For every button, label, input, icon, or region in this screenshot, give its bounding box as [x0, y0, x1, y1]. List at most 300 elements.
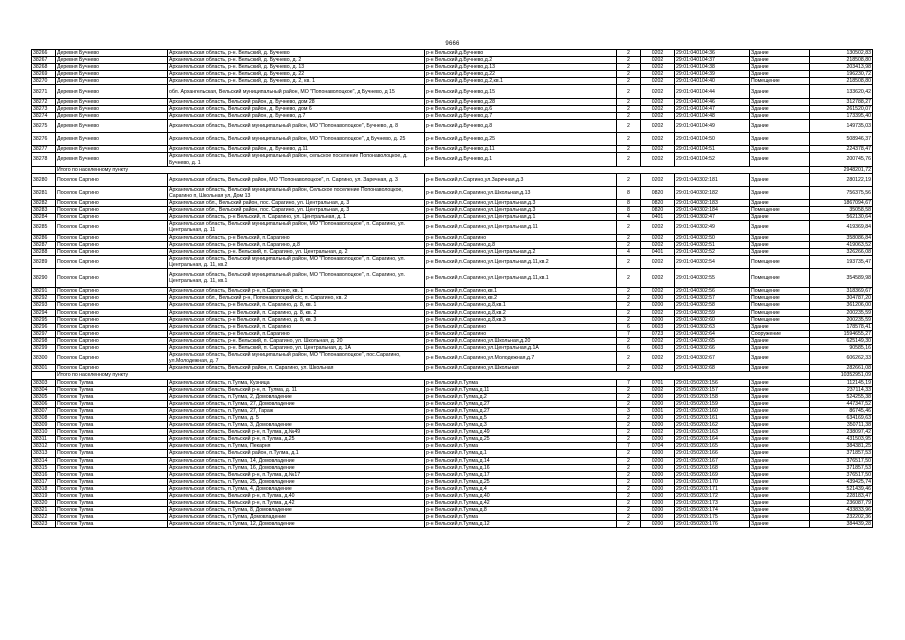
object-type: Здание — [750, 153, 810, 166]
record-number: 38301 — [32, 365, 56, 372]
table-row — [32, 386, 873, 393]
object-address: Архангельская область, р-н Вельский, п. Сарагино, д. 8, кв. 2 — [168, 309, 425, 316]
settlement-name: Поселок Тулма — [56, 414, 168, 421]
cadastral-value: 237114,33 — [810, 386, 873, 393]
record-number: 38282 — [32, 200, 56, 207]
cadastral-value: 35058,58 — [810, 207, 873, 214]
group-number: 2 — [617, 302, 641, 309]
object-type: Здание — [750, 105, 810, 112]
settlement-name: Деревня Бучнево — [56, 98, 168, 105]
cadastral-value: 149735,03 — [810, 119, 873, 132]
normalized-address: р-н Вельский,п.Тулма,д.5 — [425, 414, 617, 421]
cadastral-value: 200235,59 — [810, 316, 873, 323]
settlement-name: Поселок Тулма — [56, 393, 168, 400]
record-number: 38318 — [32, 485, 56, 492]
cadastral-number: 29:01:040302:184 — [675, 207, 750, 214]
group-number: 2 — [617, 436, 641, 443]
object-address: Архангельская область, п.Тулма, 14, Домовладение — [168, 457, 425, 464]
object-type: Здание — [750, 464, 810, 471]
settlement-name: Деревня Бучнево — [56, 50, 168, 57]
normalized-address: р-н Вельский,п.Тулма,д.40 — [425, 493, 617, 500]
record-number: 38266 — [32, 50, 56, 57]
cadastral-value: 524255,38 — [810, 393, 873, 400]
settlement-name: Поселок Саргино — [56, 352, 168, 365]
settlement-name: Поселок Саргино — [56, 269, 168, 288]
group-number: 2 — [617, 500, 641, 507]
settlement-name: Поселок Тулма — [56, 457, 168, 464]
group-number: 2 — [617, 64, 641, 71]
record-number: 38291 — [32, 288, 56, 295]
settlement-name: Поселок Тулма — [56, 379, 168, 386]
group-number: 2 — [617, 85, 641, 98]
cadastral-value: 318369,67 — [810, 288, 873, 295]
table-row — [32, 302, 873, 309]
record-number: 38275 — [32, 119, 56, 132]
normalized-address: р-н Вельский,д.Бучнево,д.2,кв.1 — [425, 78, 617, 85]
table-row — [32, 352, 873, 365]
object-address: Архангельская обл., Вельский р-н, Попонаволоцкий с/с, п. Сарагино, кв. 2 — [168, 295, 425, 302]
subgroup-code: 0200 — [641, 464, 675, 471]
normalized-address: р-н Вельский,п.Тулма,д.17 — [425, 471, 617, 478]
settlement-name: Поселок Саргино — [56, 302, 168, 309]
subgroup-code: 0723 — [641, 330, 675, 337]
object-type: Здание — [750, 429, 810, 436]
normalized-address: р-н Вельский,п.Тулма,д.11 — [425, 386, 617, 393]
group-number: 2 — [617, 153, 641, 166]
cadastral-number: 29:01:040302:64 — [675, 330, 750, 337]
table-row — [32, 133, 873, 146]
object-type: Сооружение — [750, 330, 810, 337]
settlement-name: Деревня Бучнево — [56, 85, 168, 98]
table-row — [32, 436, 873, 443]
settlement-name: Поселок Саргино — [56, 221, 168, 234]
group-number: 2 — [617, 478, 641, 485]
group-number: 2 — [617, 71, 641, 78]
record-number: 38322 — [32, 514, 56, 521]
record-number: 38313 — [32, 450, 56, 457]
subgroup-code: 0202 — [641, 119, 675, 132]
settlement-name: Поселок Тулма — [56, 507, 168, 514]
table-row — [32, 255, 873, 268]
settlement-name: Поселок Тулма — [56, 450, 168, 457]
settlement-name: Поселок Саргино — [56, 248, 168, 255]
group-number: 2 — [617, 352, 641, 365]
cadastral-value: 384439,28 — [810, 521, 873, 528]
cadastral-value: 376517,50 — [810, 471, 873, 478]
table-row — [32, 50, 873, 57]
group-number: 4 — [617, 214, 641, 221]
settlement-name: Поселок Тулма — [56, 422, 168, 429]
settlement-name: Поселок Тулма — [56, 400, 168, 407]
record-number: 38285 — [32, 221, 56, 234]
page-number: 9666 — [445, 41, 460, 47]
settlement-name: Поселок Тулма — [56, 386, 168, 393]
object-address: Архангельская область, Вельский район, п. Сарагино, ул. Школьная — [168, 365, 425, 372]
subgroup-code: 0202 — [641, 429, 675, 436]
object-address: Архангельская обл., Вельский район, пос. Сарагино, ул. Центральная, д. 3 — [168, 207, 425, 214]
subgroup-code: 0202 — [641, 85, 675, 98]
normalized-address: р-н Вельский,д.Бучнево,д.28 — [425, 98, 617, 105]
cadastral-number: 29:01:040302:68 — [675, 365, 750, 372]
cadastral-number: 29:01:050203:163 — [675, 429, 750, 436]
object-address: Архангельская область, Вельский район, д. Бучнево, д.7 — [168, 112, 425, 119]
group-number: 2 — [617, 471, 641, 478]
cadastral-value: 312788,27 — [810, 98, 873, 105]
object-address: Архангельская область, Вельский муниципальный район, МО "Попонаволоцкое", п. Сарагино, ул. Центральная, д. 11 — [168, 221, 425, 234]
subgroup-code: 0202 — [641, 153, 675, 166]
group-number: 2 — [617, 234, 641, 241]
cadastral-number: 29:01:040104:39 — [675, 71, 750, 78]
cadastral-value: 130502,83 — [810, 50, 873, 57]
cadastral-value: 371857,53 — [810, 464, 873, 471]
record-number: 38293 — [32, 302, 56, 309]
cadastral-value: 280122,19 — [810, 173, 873, 186]
cadastral-value: 431503,95 — [810, 436, 873, 443]
settlement-name: Поселок Тулма — [56, 500, 168, 507]
record-number: 38319 — [32, 493, 56, 500]
settlement-name: Деревня Бучнево — [56, 71, 168, 78]
cadastral-value: 447347,52 — [810, 400, 873, 407]
cadastral-number: 29:01:040104:48 — [675, 112, 750, 119]
table-row — [32, 316, 873, 323]
subgroup-code: 0200 — [641, 485, 675, 492]
subgroup-code: 0820 — [641, 200, 675, 207]
subgroup-code: 0200 — [641, 471, 675, 478]
object-address: Архангельская область, Вельский р-н, п.Тулма, д.40 — [168, 493, 425, 500]
cadastral-number: 29:01:040104:40 — [675, 78, 750, 85]
object-address: Архангельская область, Вельский муниципальный район, сельское поселение Попонаволоцкое, д. Бучнево, д. 1 — [168, 153, 425, 166]
normalized-address: р-н Вельский,д.Бучнево,д.15 — [425, 85, 617, 98]
subgroup-code: 0200 — [641, 478, 675, 485]
group-number: 2 — [617, 78, 641, 85]
object-type: Здание — [750, 234, 810, 241]
cadastral-number: 29:01:050203:158 — [675, 393, 750, 400]
group-number: 2 — [617, 457, 641, 464]
object-type: Здание — [750, 57, 810, 64]
object-address: Архангельская область, р-н. Вельский, п. Сарагино, ул. Школьная, д. 20 — [168, 337, 425, 344]
table-row — [32, 414, 873, 421]
cadastral-number: 29:01:040302:50 — [675, 234, 750, 241]
group-number: 2 — [617, 295, 641, 302]
group-number: 2 — [617, 173, 641, 186]
normalized-address: р-н Вельский,п.Сарагино,ул.Молодежная,д.7 — [425, 352, 617, 365]
settlement-name: Поселок Саргино — [56, 330, 168, 337]
record-number: 38303 — [32, 379, 56, 386]
group-number: 7 — [617, 330, 641, 337]
settlement-name: Поселок Тулма — [56, 436, 168, 443]
group-number: 2 — [617, 485, 641, 492]
cadastral-value: 1867094,67 — [810, 200, 873, 207]
settlement-name: Деревня Бучнево — [56, 57, 168, 64]
object-address: Архангельская область, п.Тулма, Домовладение — [168, 514, 425, 521]
object-type: Помещение — [750, 269, 810, 288]
object-type: Здание — [750, 521, 810, 528]
object-address: Архангельская область, р-н. Вельский, д. Бучнево, д. 2 — [168, 57, 425, 64]
settlement-name: Поселок Тулма — [56, 471, 168, 478]
cadastral-number: 29:01:040302:59 — [675, 309, 750, 316]
cadastral-number: 29:01:050203:156 — [675, 379, 750, 386]
object-type: Здание — [750, 379, 810, 386]
subgroup-code: 0202 — [641, 337, 675, 344]
object-type: Помещение — [750, 288, 810, 295]
subgroup-code: 0202 — [641, 309, 675, 316]
group-number: 6 — [617, 323, 641, 330]
subgroup-code: 0202 — [641, 50, 675, 57]
settlement-name: Деревня Бучнево — [56, 105, 168, 112]
object-type: Помещение — [750, 302, 810, 309]
normalized-address: р-н Вельский,п.Сарагино,ул.Центральная,д.3 — [425, 200, 617, 207]
normalized-address: р-н Вельский,п.Сарагино — [425, 323, 617, 330]
settlement-name: Поселок Тулма — [56, 478, 168, 485]
group-number: 2 — [617, 386, 641, 393]
normalized-address: р-н Вельский,п.Сарагино,ул.Центральная,д.1 — [425, 214, 617, 221]
object-address: Архангельская область, п.Тулма, д. 5 — [168, 414, 425, 421]
cadastral-number: 29:01:040302:67 — [675, 352, 750, 365]
subgroup-code: 0202 — [641, 78, 675, 85]
object-type: Здание — [750, 146, 810, 153]
settlement-name: Поселок Тулма — [56, 493, 168, 500]
cadastral-value: 218508,80 — [810, 57, 873, 64]
record-number: 38316 — [32, 471, 56, 478]
record-number: 38292 — [32, 295, 56, 302]
normalized-address: р-н Вельский,д.Бучнево — [425, 50, 617, 57]
subgroup-code: 0200 — [641, 436, 675, 443]
subgroup-code: 0202 — [641, 98, 675, 105]
subgroup-code: 0200 — [641, 514, 675, 521]
cadastral-value: 606262,33 — [810, 352, 873, 365]
record-number: 38296 — [32, 323, 56, 330]
normalized-address: р-н Вельский,п.Сарагино,кв.1 — [425, 288, 617, 295]
table-row — [32, 365, 873, 372]
record-number: 38276 — [32, 133, 56, 146]
normalized-address: р-н Вельский,п.Сарагино,ул.Центральная,д.1А — [425, 345, 617, 352]
subgroup-code: 0202 — [641, 365, 675, 372]
record-number: 38273 — [32, 105, 56, 112]
table-row — [32, 464, 873, 471]
table-row — [32, 330, 873, 337]
group-number: 2 — [617, 288, 641, 295]
object-address: Архангельская область, Вельский р-н, п.Тулма, д.25 — [168, 436, 425, 443]
normalized-address: р-н Вельский,д.Бучнево,д.2 — [425, 57, 617, 64]
group-number: 2 — [617, 133, 641, 146]
normalized-address: р-н Вельский,п.Сарагино,кв.2 — [425, 295, 617, 302]
settlement-name: Поселок Саргино — [56, 288, 168, 295]
record-number: 38294 — [32, 309, 56, 316]
cadastral-number: 29:01:050203:166 — [675, 450, 750, 457]
cadastral-number: 29:01:040104:47 — [675, 105, 750, 112]
cadastral-number: 29:01:050203:169 — [675, 471, 750, 478]
subgroup-code: 0202 — [641, 133, 675, 146]
object-type: Здание — [750, 414, 810, 421]
cadastral-number: 29:01:050203:172 — [675, 493, 750, 500]
object-address: Архангельская область, р-н Вельский, п.Сарагино — [168, 330, 425, 337]
cadastral-number: 29:01:040104:46 — [675, 98, 750, 105]
group-number: 2 — [617, 146, 641, 153]
cadastral-number: 29:01:040104:36 — [675, 50, 750, 57]
subgroup-code: 0202 — [641, 241, 675, 248]
cadastral-value: 304787,20 — [810, 295, 873, 302]
cadastral-value: 326266,08 — [810, 248, 873, 255]
record-number: 38299 — [32, 345, 56, 352]
normalized-address: р-н Вельский,д.Бучнево,д.7 — [425, 112, 617, 119]
normalized-address: р-н Вельский,п.Тулма,д.25 — [425, 436, 617, 443]
subgroup-code: 0200 — [641, 295, 675, 302]
settlement-name: Поселок Тулма — [56, 443, 168, 450]
table-row — [32, 493, 873, 500]
object-address: Архангельская область, п.Тулма, 25, Домовладение — [168, 478, 425, 485]
object-address: Архангельская область, п.Тулма, 4, Домовладение — [168, 485, 425, 492]
subgroup-code: 0603 — [641, 345, 675, 352]
cadastral-value: 371857,53 — [810, 450, 873, 457]
table-row — [32, 78, 873, 85]
group-number: 2 — [617, 316, 641, 323]
cadastral-number: 29:01:040302:49 — [675, 221, 750, 234]
cadastral-number: 29:01:050203:159 — [675, 400, 750, 407]
object-address: Архангельская область, Вельский муниципальный район, МО "Попонаволоцкое", пос.Сарагино, ул.Молодежная, д. 7 — [168, 352, 425, 365]
settlement-name: Поселок Саргино — [56, 186, 168, 199]
object-address: Архангельская область, Вельский район, д. Бучнево, дом 28 — [168, 98, 425, 105]
table-row — [32, 119, 873, 132]
cadastral-value: 228183,47 — [810, 493, 873, 500]
object-address: Архангельская область, Вельский р-н, п.Тулма, д.42 — [168, 500, 425, 507]
normalized-address: р-н Вельский,д.Бучнево,д.11 — [425, 146, 617, 153]
table-row — [32, 105, 873, 112]
cadastral-number: 29:01:040104:44 — [675, 85, 750, 98]
register-table — [31, 49, 873, 528]
cadastral-value: 508946,37 — [810, 133, 873, 146]
object-type: Здание — [750, 393, 810, 400]
object-address: Архангельская область, р-н. Вельский, п. Сарагино, ул. Центральная, д. 1А — [168, 345, 425, 352]
table-row — [32, 173, 873, 186]
cadastral-number: 29:01:040302:58 — [675, 302, 750, 309]
group-number: 2 — [617, 365, 641, 372]
normalized-address: р-н Вельский,п.Сарагино — [425, 234, 617, 241]
record-number: 38271 — [32, 85, 56, 98]
object-type: Здание — [750, 133, 810, 146]
cadastral-number: 29:01:050203:161 — [675, 414, 750, 421]
cadastral-number: 29:01:050203:173 — [675, 500, 750, 507]
normalized-address: р-н Вельский,п.Тулма,д.27 — [425, 400, 617, 407]
object-type: Помещение — [750, 207, 810, 214]
normalized-address: р-н Вельский,п.Тулма,д.8 — [425, 507, 617, 514]
settlement-name: Деревня Бучнево — [56, 112, 168, 119]
object-type: Здание — [750, 248, 810, 255]
subgroup-code: 0401 — [641, 214, 675, 221]
settlement-name: Деревня Бучнево — [56, 153, 168, 166]
object-address: Архангельская область, р-н Вельский, п.Сарагино, д.8 — [168, 241, 425, 248]
normalized-address: р-н Вельский,п.Сарагино,ул.Центральная,д.2 — [425, 248, 617, 255]
object-type: Здание — [750, 119, 810, 132]
object-address: Архангельская область, Вельский муниципальный район, МО "Попонаволоцкое", п. Сарагино, ул. Центральная, д. 11, кв.2 — [168, 255, 425, 268]
subgroup-code: 0200 — [641, 450, 675, 457]
table-row — [32, 186, 873, 199]
normalized-address: р-н Вельский,п.Тулма — [425, 514, 617, 521]
cadastral-number: 29:01:050203:171 — [675, 485, 750, 492]
record-number: 38306 — [32, 400, 56, 407]
object-address: Архангельская область, Вельский р-н, п.Тулма, д.№17 — [168, 471, 425, 478]
group-number: 7 — [617, 443, 641, 450]
cadastral-value: 384381,25 — [810, 443, 873, 450]
object-type: Здание — [750, 345, 810, 352]
settlement-name: Поселок Саргино — [56, 200, 168, 207]
normalized-address: р-н Вельский,д.Бучнево,д.13 — [425, 64, 617, 71]
object-address: Архангельская область, р-н Вельский, п. Сарагино — [168, 323, 425, 330]
record-number: 38268 — [32, 64, 56, 71]
cadastral-number: 29:01:050203:164 — [675, 436, 750, 443]
group-number: 2 — [617, 50, 641, 57]
normalized-address: р-н Вельский,д.Бучнево,д.25 — [425, 133, 617, 146]
normalized-address: р-н Вельский,д.Бучнево,д.8 — [425, 119, 617, 132]
table-row — [32, 112, 873, 119]
settlement-name: Поселок Тулма — [56, 514, 168, 521]
object-type: Здание — [750, 323, 810, 330]
cadastral-number: 29:01:040104:51 — [675, 146, 750, 153]
record-number: 38305 — [32, 393, 56, 400]
settlement-name: Поселок Саргино — [56, 337, 168, 344]
normalized-address: р-н Вельский,п.Тулма,д.27 — [425, 407, 617, 414]
normalized-address: р-н Вельский,п.Тулма — [425, 443, 617, 450]
normalized-address: р-н Вельский,д.Бучнево,д.1 — [425, 153, 617, 166]
cadastral-value: 361206,00 — [810, 302, 873, 309]
object-type: Здание — [750, 221, 810, 234]
table-row — [32, 64, 873, 71]
record-number: 38272 — [32, 98, 56, 105]
object-address: Архангельская область, Вельский район, МО "Попонаволоцкое", п. Саргино, ул. Заречная, д. 3 — [168, 173, 425, 186]
cadastral-number: 29:01:040302:65 — [675, 337, 750, 344]
group-number: 2 — [617, 400, 641, 407]
record-number: 38309 — [32, 422, 56, 429]
table-row — [32, 214, 873, 221]
record-number: 38310 — [32, 429, 56, 436]
object-address: Архангельская область, Вельский район, д. Бучнево, дом 6 — [168, 105, 425, 112]
object-type: Здание — [750, 471, 810, 478]
object-type: Здание — [750, 352, 810, 365]
record-number: 38320 — [32, 500, 56, 507]
subgroup-code: 0202 — [641, 173, 675, 186]
object-address: Архангельская область, п.Тулма, 27, Домовладение — [168, 400, 425, 407]
cadastral-value: 236087,79 — [810, 500, 873, 507]
cadastral-value: 218508,80 — [810, 78, 873, 85]
cadastral-number: 29:01:050203:167 — [675, 457, 750, 464]
normalized-address: р-н Вельский,п.Тулма — [425, 379, 617, 386]
subtotal-row — [32, 372, 873, 379]
cadastral-value: 433833,96 — [810, 507, 873, 514]
table-row — [32, 57, 873, 64]
cadastral-value: 521439,46 — [810, 485, 873, 492]
record-number: 38304 — [32, 386, 56, 393]
normalized-address: р-н Вельский,д.Бучнево,д.22 — [425, 71, 617, 78]
subgroup-code: 0202 — [641, 57, 675, 64]
normalized-address: р-н Вельский,п.Тулма,д.3 — [425, 422, 617, 429]
table-row — [32, 98, 873, 105]
subgroup-code: 0202 — [641, 146, 675, 153]
subgroup-code: 0202 — [641, 105, 675, 112]
object-type: Здание — [750, 386, 810, 393]
group-number: 8 — [617, 207, 641, 214]
object-type: Здание — [750, 98, 810, 105]
table-row — [32, 500, 873, 507]
table-row — [32, 241, 873, 248]
normalized-address: р-н Вельский,п.Сарагино,д.8,кв.1 — [425, 302, 617, 309]
settlement-name: Поселок Тулма — [56, 407, 168, 414]
object-address: Архангельская область, п.Тулма, Кузница — [168, 379, 425, 386]
object-type: Здание — [750, 50, 810, 57]
subgroup-code: 0401 — [641, 248, 675, 255]
group-number: 6 — [617, 345, 641, 352]
settlement-name: Поселок Саргино — [56, 207, 168, 214]
object-address: Архангельская область, р-н. Вельский, д. Бучнево, д. 22 — [168, 71, 425, 78]
cadastral-number: 29:01:050203:160 — [675, 407, 750, 414]
